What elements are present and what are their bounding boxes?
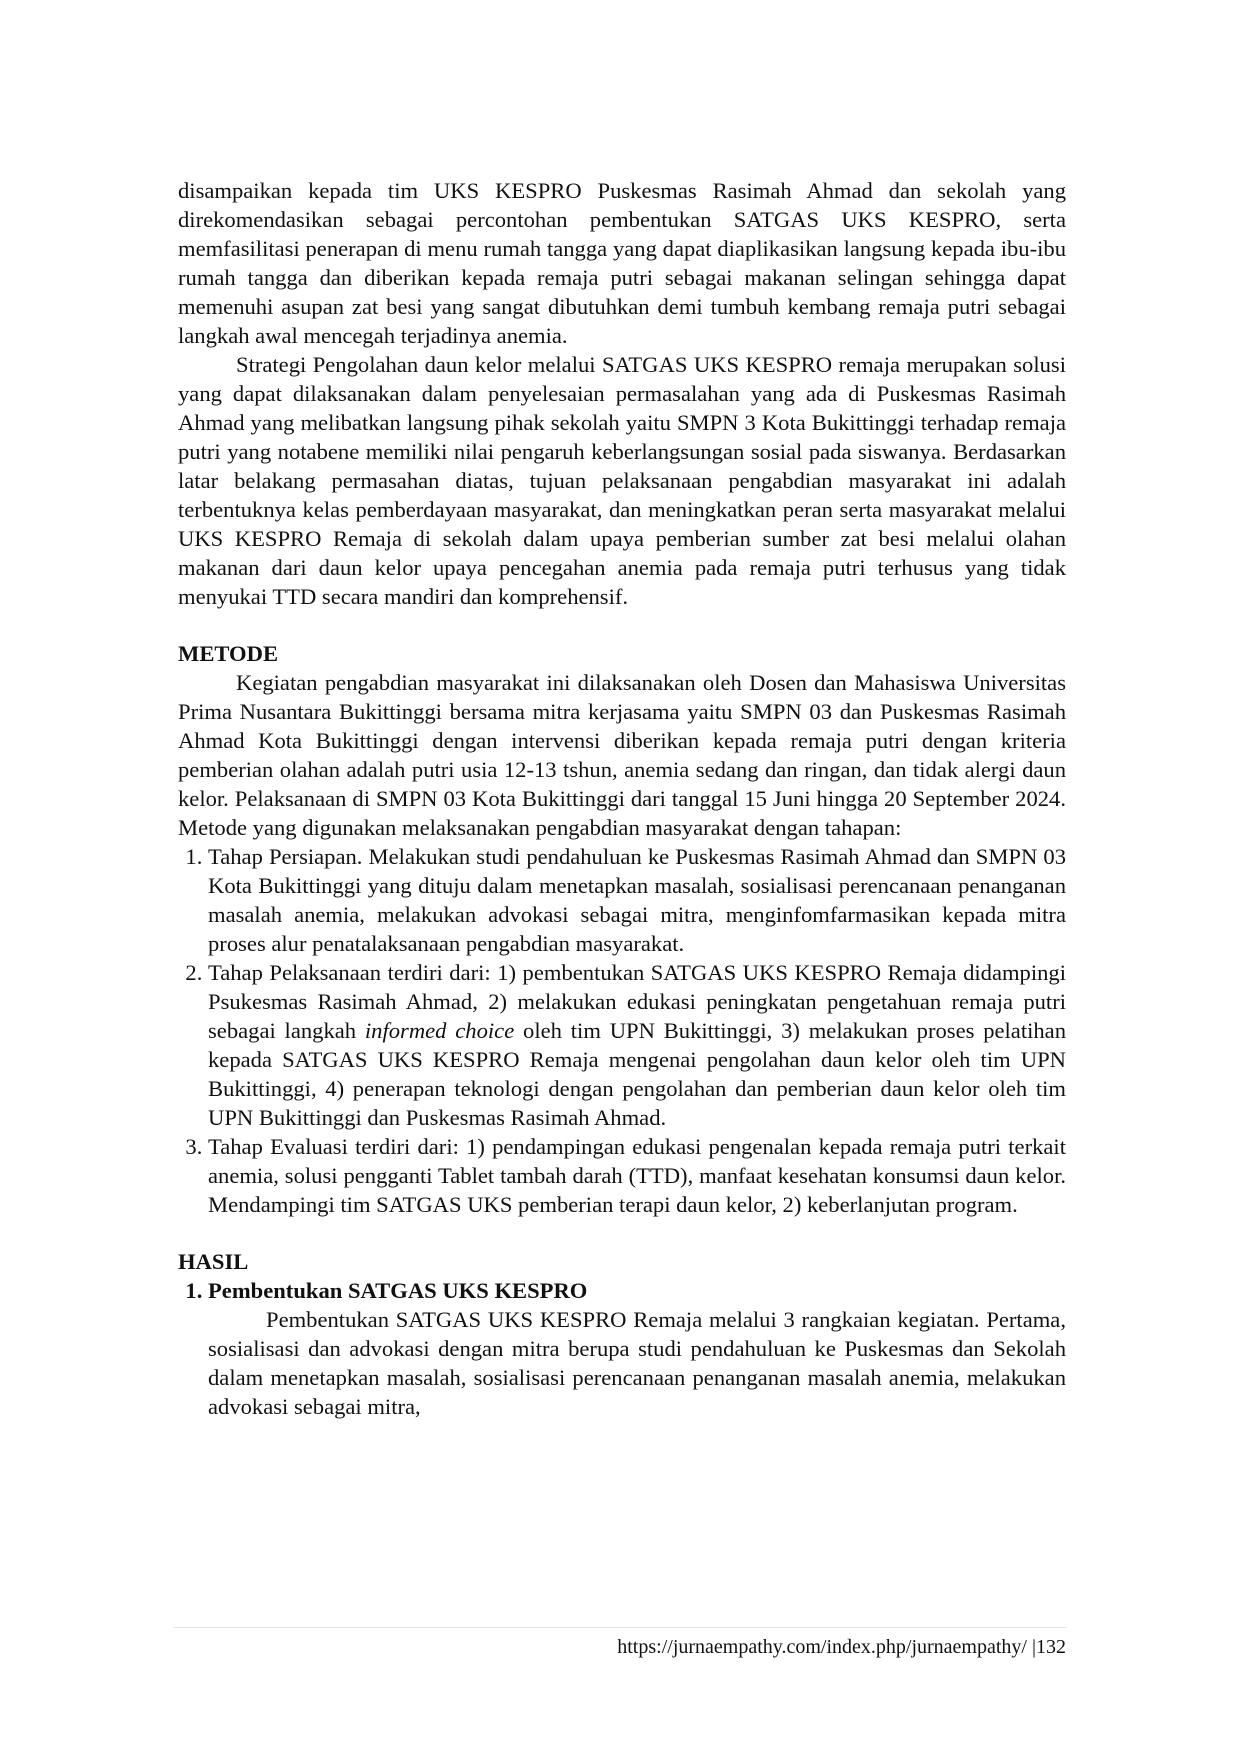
footer-url: https://jurnaempathy.com/index.php/jurnaempathy/: [617, 1636, 1027, 1658]
paragraph-hasil: Pembentukan SATGAS UKS KESPRO Remaja melalui 3 rangkaian kegiatan. Pertama, sosialisasi dan advokasi dengan mitra berupa studi pendahuluan ke Puskesmas dan Sekolah dalam menetapkan masalah, sosialisasi perencanaan penanganan masalah anemia, melakukan advokasi sebagai mitra,: [208, 1307, 1066, 1419]
method-step-evaluation: [208, 1132, 1066, 1219]
paragraph-metode-intro: Kegiatan pengabdian masyarakat ini dilaksanakan oleh Dosen dan Mahasiswa Universitas Prima Nusantara Bukittinggi bersama mitra kerjasama yaitu SMPN 03 dan Puskesmas Rasimah Ahmad Kota Bukittinggi dengan intervensi diberikan kepada remaja putri dengan kriteria pemberian olahan adalah putri usia 12-13 tshun, anemia sedang dan ringan, dan tidak alergi daun kelor. Pelaksanaan di SMPN 03 Kota Bukittinggi dari tanggal 15 Juni hingga 20 September 2024. Metode yang digunakan melaksanakan pengabdian masyarakat dengan tahapan:: [178, 670, 1066, 840]
page-number: |132: [1031, 1636, 1066, 1658]
paragraph-strategy: Strategi Pengolahan daun kelor melalui SATGAS UKS KESPRO remaja merupakan solusi yang dapat dilaksanakan dalam penyelesaian permasalahan yang ada di Puskesmas Rasimah Ahmad yang melibatkan langsung pihak sekolah yaitu SMPN 3 Kota Bukittinggi terhadap remaja putri yang notabene memiliki nilai pengaruh keberlangsungan sosial pada siswanya. Berdasarkan latar belakang permasahan diatas, tujuan pelaksanaan pengabdian masyarakat ini adalah terbentuknya kelas pemberdayaan masyarakat, dan meningkatkan peran serta masyarakat melalui UKS KESPRO Remaja di sekolah dalam upaya pemberian sumber zat besi melalui olahan makanan dari daun kelor upaya pencegahan anemia pada remaja putri terhusus yang tidak menyukai TTD secara mandiri dan komprehensif.: [178, 352, 1066, 609]
subsection-heading-satgas-text: Pembentukan SATGAS UKS KESPRO: [208, 1278, 588, 1303]
page-footer: [617, 1634, 1066, 1660]
section-heading-hasil: HASIL: [178, 1249, 249, 1274]
subsection-heading-satgas: [208, 1276, 1066, 1305]
method-step-implementation-emphasis: informed choice: [364, 1018, 515, 1043]
article-body: [178, 176, 1066, 1421]
footer-divider: [174, 1627, 1066, 1628]
method-step-implementation-text-b: oleh tim UPN Bukittinggi, 3) melakukan proses pelatihan kepada SATGAS UKS KESPRO Remaja mengenai pengolahan daun kelor oleh tim UPN Bukittinggi, 4) penerapan teknologi dengan pengolahan dan pemberian daun kelor oleh tim UPN Bukittinggi dan Puskesmas Rasimah Ahmad.: [208, 1018, 1066, 1130]
hasil-paragraph-wrapper: [178, 1305, 1066, 1421]
method-step-preparation-text: Tahap Persiapan. Melakukan studi pendahuluan ke Puskesmas Rasimah Ahmad dan SMPN 03 Kota Bukittinggi yang dituju dalam menetapkan masalah, sosialisasi perencanaan penanganan masalah anemia, melakukan advokasi sebagai mitra, menginfomfarmasikan kepada mitra proses alur penatalaksanaan pengabdian masyarakat.: [208, 844, 1066, 956]
method-step-evaluation-text: Tahap Evaluasi terdiri dari: 1) pendampingan edukasi pengenalan kepada remaja putri terkait anemia, solusi pengganti Tablet tambah darah (TTD), manfaat kesehatan konsumsi daun kelor. Mendampingi tim SATGAS UKS pemberian terapi daun kelor, 2) keberlanjutan program.: [208, 1134, 1066, 1217]
paragraph-continuation: disampaikan kepada tim UKS KESPRO Puskesmas Rasimah Ahmad dan sekolah yang direkomendasikan sebagai percontohan pembentukan SATGAS UKS KESPRO, serta memfasilitasi penerapan di menu rumah tangga yang dapat diaplikasikan langsung kepada ibu-ibu rumah tangga dan diberikan kepada remaja putri sebagai makanan selingan sehingga dapat memenuhi asupan zat besi yang sangat dibutuhkan demi tumbuh kembang remaja putri sebagai langkah awal mencegah terjadinya anemia.: [178, 178, 1066, 348]
section-heading-metode: METODE: [178, 641, 279, 666]
method-step-implementation: [208, 958, 1066, 1132]
hasil-subsection-list: [178, 1276, 1066, 1305]
method-step-implementation-text-a: Tahap Pelaksanaan terdiri dari: 1) pembentukan SATGAS UKS KESPRO Remaja didampingi Psukesmas Rasimah Ahmad, 2) melakukan edukasi peningkatan pengetahuan remaja putri sebagai langkah: [208, 960, 1066, 1043]
method-step-preparation: [208, 842, 1066, 958]
method-steps-list: [178, 842, 1066, 1219]
